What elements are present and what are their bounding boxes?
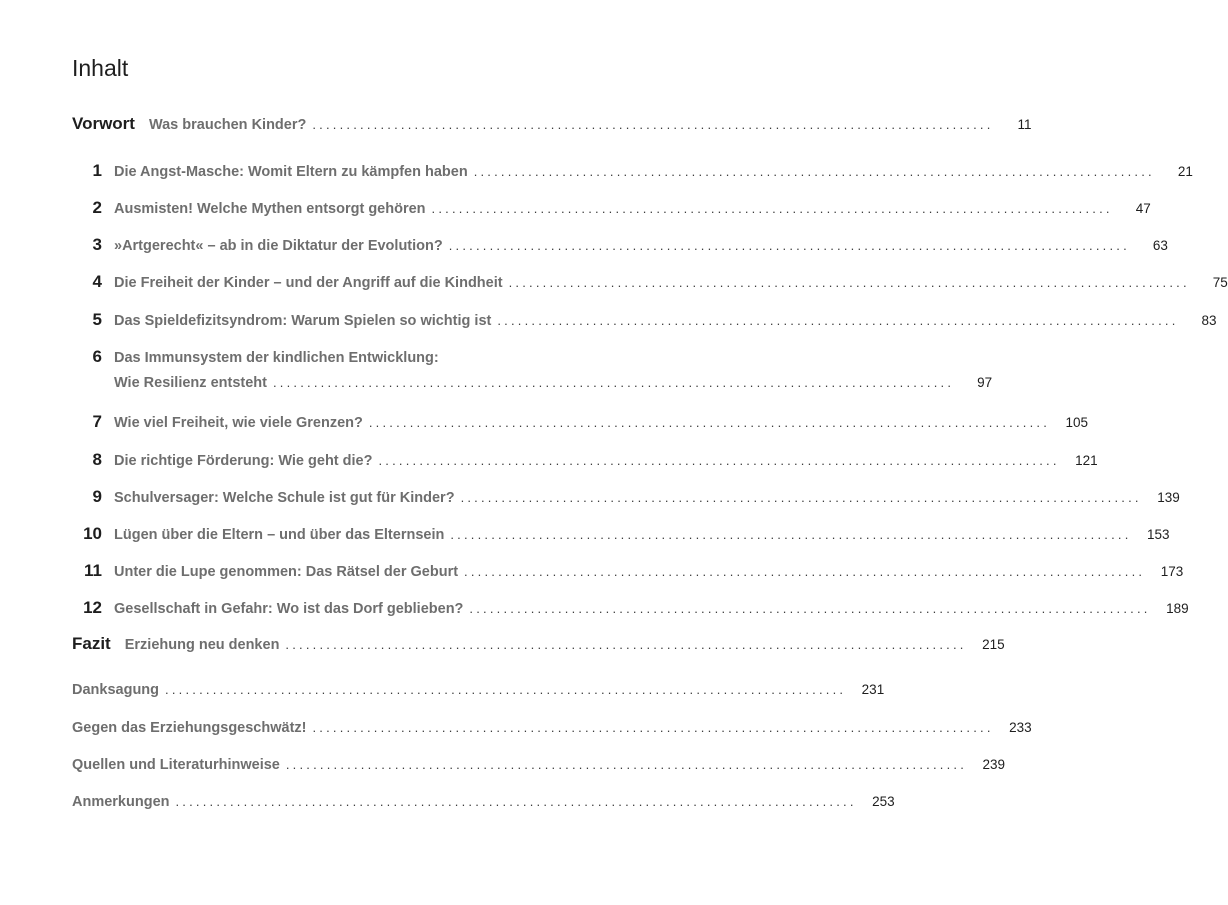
toc-entry-chapter-6[interactable]: [72, 347, 559, 371]
toc-entry-page: 239: [982, 757, 1006, 772]
toc-entry-chapter-1[interactable]: [72, 161, 1193, 185]
leader-dots: ....................................................................................................: [431, 201, 1113, 216]
toc-entry-page: 173: [1160, 564, 1184, 579]
toc-entry-text: Was brauchen Kinder?: [148, 117, 307, 133]
chapter-number: 7: [92, 412, 102, 431]
toc-entry-anmerkungen[interactable]: [72, 794, 895, 818]
toc-entry-page: 189: [1166, 601, 1189, 616]
toc-entry-label: Fazit: [72, 634, 111, 653]
chapter-number: 10: [83, 524, 102, 543]
toc-entry-label: Vorwort: [72, 114, 135, 133]
toc-entry-text: Lügen über die Eltern – und über das Elternsein: [114, 527, 445, 543]
toc-entry-page: 97: [977, 375, 993, 390]
leader-dots: ....................................................................................................: [165, 682, 847, 697]
toc-entry-text: Gesellschaft in Gefahr: Wo ist das Dorf geblieben?: [114, 601, 464, 617]
leader-dots: ....................................................................................................: [508, 275, 1190, 290]
chapter-number: 3: [92, 235, 102, 254]
leader-dots: ....................................................................................................: [312, 117, 994, 132]
toc-entry-text: Die Freiheit der Kinder – und der Angriff auf die Kindheit: [114, 275, 503, 291]
leader-dots: ....................................................................................................: [285, 637, 967, 652]
toc-entry-chapter-5[interactable]: [72, 310, 1217, 334]
leader-dots: ....................................................................................................: [473, 164, 1155, 179]
leader-dots: ....................................................................................................: [450, 527, 1132, 542]
toc-entry-vorwort[interactable]: [72, 114, 1032, 138]
toc-entry-text: Anmerkungen: [72, 794, 170, 810]
leader-dots: ....................................................................................................: [469, 601, 1151, 616]
toc-entry-chapter-3[interactable]: [72, 235, 1168, 259]
toc-entry-danksagung[interactable]: [72, 682, 885, 706]
toc-entry-text: »Artgerecht« – ab in die Diktatur der Evolution?: [114, 238, 443, 254]
chapter-number: 4: [92, 272, 102, 291]
toc-entry-text: Das Immunsystem der kindlichen Entwicklung:: [114, 350, 439, 366]
toc-entry-chapter-9[interactable]: [72, 487, 1180, 511]
toc-entry-text: Wie viel Freiheit, wie viele Grenzen?: [114, 415, 363, 431]
leader-dots: ....................................................................................................: [464, 564, 1146, 579]
toc-entry-text: Die Angst-Masche: Womit Eltern zu kämpfen haben: [114, 164, 468, 180]
toc-entry-page: 11: [1017, 117, 1032, 132]
toc-entry-chapter-10[interactable]: [72, 524, 1170, 548]
leader-dots: ....................................................................................................: [272, 375, 955, 390]
toc-entry-chapter-7[interactable]: [72, 412, 1089, 436]
toc-entry-chapter-2[interactable]: [72, 198, 1151, 222]
toc-entry-page: 121: [1075, 453, 1098, 468]
chapter-number: 9: [92, 487, 102, 506]
toc-entry-text: Ausmisten! Welche Mythen entsorgt gehören: [114, 201, 426, 217]
leader-dots: ....................................................................................................: [448, 238, 1130, 253]
toc-entry-page: 47: [1135, 201, 1151, 216]
toc-entry-text: Danksagung: [72, 682, 160, 698]
toc-entry-gegen-das-erziehungsgeschwaetz[interactable]: [72, 720, 1032, 744]
toc-entry-text: Gegen das Erziehungsgeschwätz!: [72, 720, 307, 736]
leader-dots: ....................................................................................................: [368, 415, 1051, 430]
toc-entry-page: 215: [982, 637, 1005, 652]
toc-entry-page: 75: [1212, 275, 1228, 290]
toc-entry-page: 253: [872, 794, 895, 809]
toc-entry-chapter-8[interactable]: [72, 450, 1098, 474]
toc-entry-text: Erziehung neu denken: [124, 637, 280, 653]
toc-entry-text: Quellen und Literaturhinweise: [72, 757, 280, 773]
toc-entry-text: Wie Resilienz entsteht: [114, 375, 267, 391]
chapter-number: 6: [92, 347, 102, 366]
toc-entry-chapter-12[interactable]: [72, 598, 1189, 622]
toc-entry-page: 231: [861, 682, 885, 697]
chapter-number: 2: [92, 198, 102, 217]
chapter-number: 5: [92, 310, 102, 329]
chapter-number: 1: [92, 161, 102, 180]
chapter-number: 12: [83, 598, 102, 617]
toc-entry-chapter-11[interactable]: [72, 561, 1184, 585]
leader-dots: ....................................................................................................: [285, 757, 968, 772]
toc-entry-page: 63: [1152, 238, 1168, 253]
toc-entry-text: Die richtige Förderung: Wie geht die?: [114, 453, 373, 469]
toc-entry-page: 233: [1009, 720, 1032, 735]
toc-entry-page: 21: [1177, 164, 1193, 179]
toc-entry-page: 83: [1201, 313, 1217, 328]
chapter-number: 11: [84, 561, 102, 580]
leader-dots: ....................................................................................................: [460, 490, 1142, 505]
toc-entry-chapter-4[interactable]: [72, 272, 1228, 296]
toc-title: Inhalt: [72, 55, 129, 81]
toc-entry-fazit[interactable]: [72, 634, 1005, 658]
chapter-number: 8: [92, 450, 102, 469]
toc-entry-page: 105: [1065, 415, 1089, 430]
toc-entry-quellen[interactable]: [72, 757, 1006, 781]
leader-dots: ....................................................................................................: [497, 313, 1179, 328]
leader-dots: ....................................................................................................: [312, 720, 994, 735]
toc-entry-text: Schulversager: Welche Schule ist gut für Kinder?: [114, 490, 455, 506]
toc-entry-chapter-6-continued[interactable]: [72, 375, 993, 399]
leader-dots: ....................................................................................................: [175, 794, 857, 809]
toc-entry-text: Unter die Lupe genommen: Das Rätsel der Geburt: [114, 564, 459, 580]
toc-entry-page: 153: [1147, 527, 1170, 542]
leader-dots: ....................................................................................................: [378, 453, 1060, 468]
toc-entry-page: 139: [1157, 490, 1180, 505]
toc-entry-text: Das Spieldefizitsyndrom: Warum Spielen so wichtig ist: [114, 313, 492, 329]
